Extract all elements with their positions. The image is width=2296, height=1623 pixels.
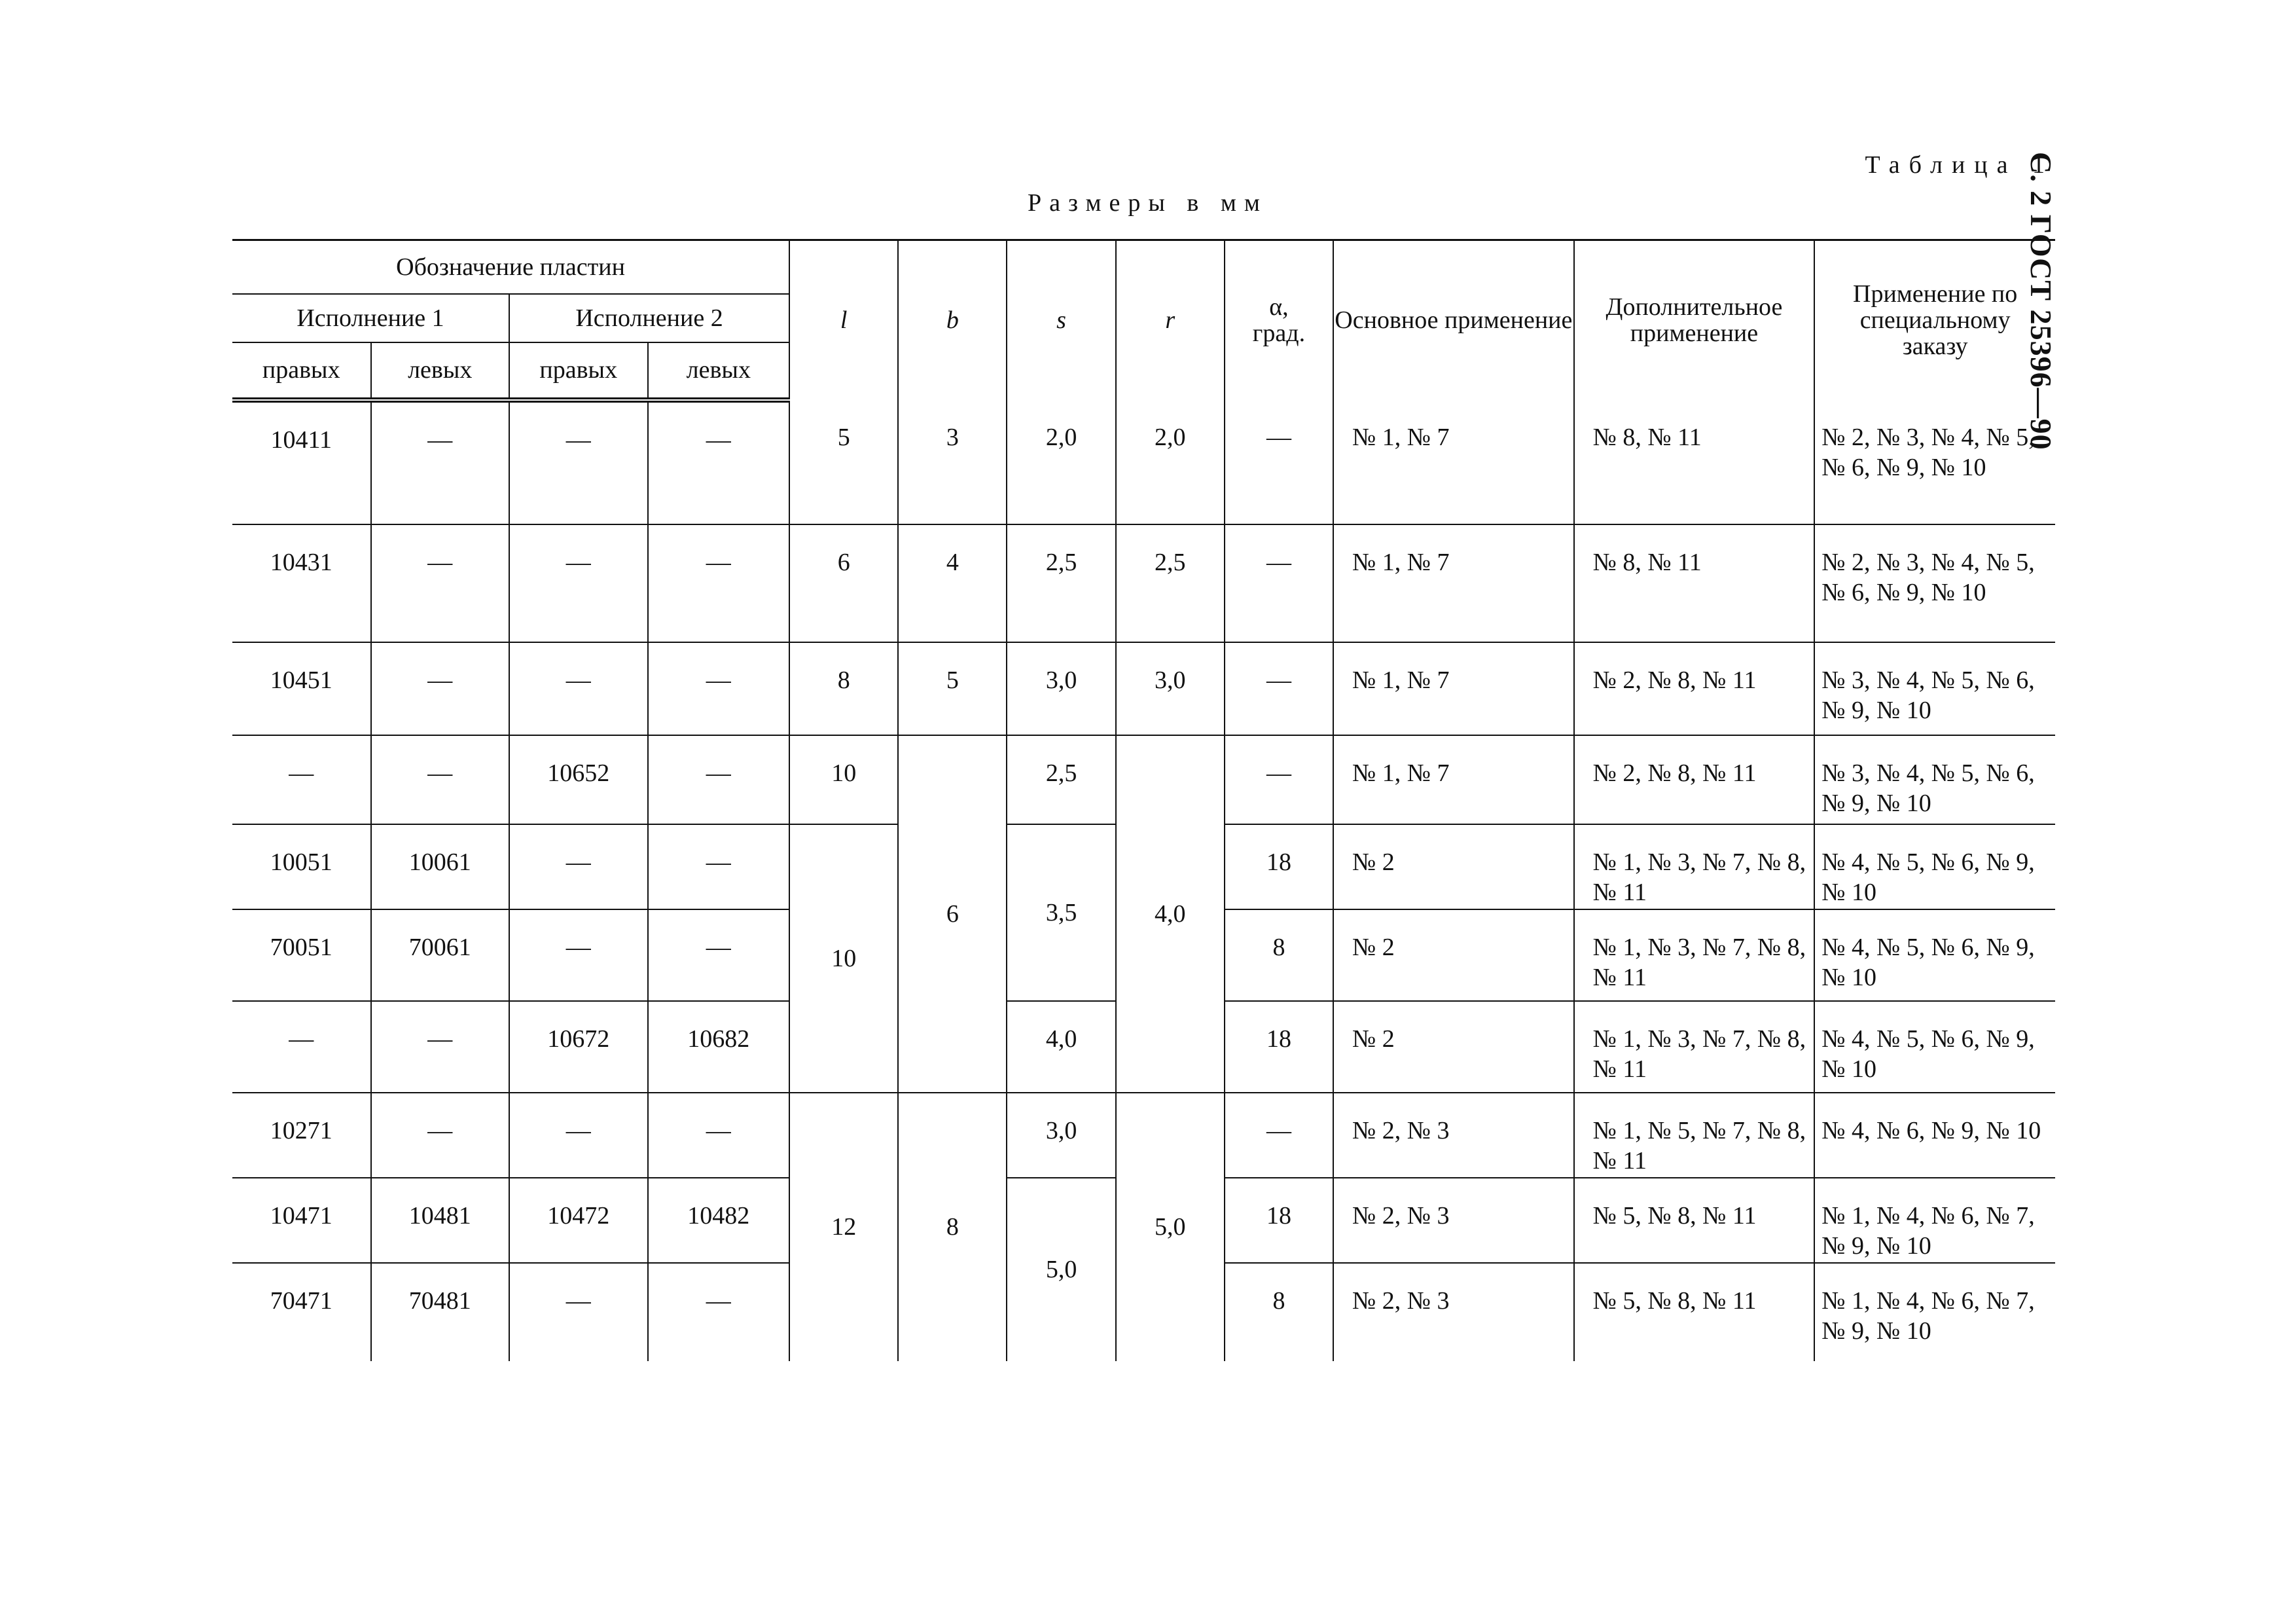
cell-v1-right: 10471 <box>232 1178 371 1263</box>
cell-alpha: — <box>1225 642 1333 735</box>
cell-v2-right: — <box>509 824 648 909</box>
cell-main-application: № 2 <box>1333 1001 1574 1093</box>
cell-special-application: № 3, № 4, № 5, № 6, № 9, № 10 <box>1814 735 2055 824</box>
cell-additional-application: № 8, № 11 <box>1574 524 1815 642</box>
cell-main-application: № 1, № 7 <box>1333 642 1574 735</box>
cell-s: 3,0 <box>1007 1093 1115 1178</box>
cell-main-application: № 2 <box>1333 824 1574 909</box>
s-header: s <box>1007 240 1115 400</box>
cell-v2-left: — <box>648 524 790 642</box>
main-application-header: Основное применение <box>1333 240 1574 400</box>
cell-v1-left: 10481 <box>371 1178 510 1263</box>
cell-v2-left: 10482 <box>648 1178 790 1263</box>
cell-special-application: № 4, № 6, № 9, № 10 <box>1814 1093 2055 1178</box>
cell-v2-right: — <box>509 400 648 524</box>
cell-alpha: 18 <box>1225 1001 1333 1093</box>
cell-additional-application: № 5, № 8, № 11 <box>1574 1263 1815 1361</box>
cell-v2-left: 10682 <box>648 1001 790 1093</box>
cell-l-merged: 12 <box>789 1093 898 1361</box>
cell-v2-left: — <box>648 1093 790 1178</box>
cell-l: 5 <box>789 400 898 524</box>
cell-v1-left: 70061 <box>371 909 510 1001</box>
cell-main-application: № 1, № 7 <box>1333 524 1574 642</box>
plates-table <box>232 239 2055 1361</box>
cell-special-application: № 3, № 4, № 5, № 6, № 9, № 10 <box>1814 642 2055 735</box>
cell-additional-application: № 1, № 3, № 7, № 8, № 11 <box>1574 824 1815 909</box>
cell-v2-right: 10652 <box>509 735 648 824</box>
cell-v1-left: — <box>371 524 510 642</box>
cell-v2-right: — <box>509 1093 648 1178</box>
version-1-left-header: левых <box>371 342 510 400</box>
cell-main-application: № 1, № 7 <box>1333 735 1574 824</box>
special-order-application-header: Применение по специальному заказу <box>1814 240 2055 400</box>
cell-v1-left: — <box>371 400 510 524</box>
cell-alpha: 18 <box>1225 1178 1333 1263</box>
cell-b: 4 <box>898 524 1007 642</box>
plate-designation-header: Обозначение пластин <box>232 240 789 294</box>
cell-v1-right: — <box>232 1001 371 1093</box>
cell-special-application: № 4, № 5, № 6, № 9, № 10 <box>1814 824 2055 909</box>
cell-additional-application: № 2, № 8, № 11 <box>1574 642 1815 735</box>
cell-main-application: № 2, № 3 <box>1333 1093 1574 1178</box>
alpha-header: α, град. <box>1225 240 1333 400</box>
table-row <box>232 524 2055 642</box>
document-side-header: С. 2 ГОСТ 25396—90 <box>2024 152 2058 450</box>
version-2-left-header: левых <box>648 342 790 400</box>
cell-v2-right: — <box>509 909 648 1001</box>
dimensions-caption: Размеры в мм <box>1028 189 1268 217</box>
cell-v2-left: — <box>648 735 790 824</box>
cell-v1-right: 70471 <box>232 1263 371 1361</box>
b-header: b <box>898 240 1007 400</box>
cell-l: 6 <box>789 524 898 642</box>
cell-alpha: — <box>1225 735 1333 824</box>
cell-v2-right: 10672 <box>509 1001 648 1093</box>
cell-alpha: 8 <box>1225 909 1333 1001</box>
cell-additional-application: № 1, № 3, № 7, № 8, № 11 <box>1574 1001 1815 1093</box>
cell-v1-right: 10431 <box>232 524 371 642</box>
version-2-header: Исполнение 2 <box>509 294 789 342</box>
cell-s-merged: 3,5 <box>1007 824 1115 1001</box>
cell-v2-left: — <box>648 642 790 735</box>
cell-main-application: № 2, № 3 <box>1333 1263 1574 1361</box>
cell-s-merged: 5,0 <box>1007 1178 1115 1361</box>
table-row <box>232 1093 2055 1178</box>
table-row <box>232 642 2055 735</box>
cell-main-application: № 2 <box>1333 909 1574 1001</box>
table-row <box>232 735 2055 824</box>
cell-alpha: 18 <box>1225 824 1333 909</box>
cell-v1-right: — <box>232 735 371 824</box>
cell-v1-left: — <box>371 1001 510 1093</box>
cell-alpha: — <box>1225 524 1333 642</box>
version-2-right-header: правых <box>509 342 648 400</box>
cell-s: 4,0 <box>1007 1001 1115 1093</box>
cell-r: 2,0 <box>1116 400 1225 524</box>
cell-v1-right: 10051 <box>232 824 371 909</box>
cell-alpha: — <box>1225 400 1333 524</box>
cell-b-merged: 8 <box>898 1093 1007 1361</box>
cell-l: 10 <box>789 735 898 824</box>
cell-r-merged: 4,0 <box>1116 735 1225 1093</box>
cell-alpha: 8 <box>1225 1263 1333 1361</box>
cell-main-application: № 2, № 3 <box>1333 1178 1574 1263</box>
r-header: r <box>1116 240 1225 400</box>
cell-r: 2,5 <box>1116 524 1225 642</box>
cell-r: 3,0 <box>1116 642 1225 735</box>
cell-additional-application: № 1, № 5, № 7, № 8, № 11 <box>1574 1093 1815 1178</box>
cell-v2-right: — <box>509 524 648 642</box>
cell-v1-left: — <box>371 735 510 824</box>
cell-v2-left: — <box>648 824 790 909</box>
cell-alpha: — <box>1225 1093 1333 1178</box>
cell-v2-right: 10472 <box>509 1178 648 1263</box>
cell-l-merged: 10 <box>789 824 898 1093</box>
cell-additional-application: № 5, № 8, № 11 <box>1574 1178 1815 1263</box>
cell-v2-left: — <box>648 400 790 524</box>
cell-additional-application: № 8, № 11 <box>1574 400 1815 524</box>
cell-special-application: № 2, № 3, № 4, № 5, № 6, № 9, № 10 <box>1814 400 2055 524</box>
additional-application-header: Дополнительное применение <box>1574 240 1815 400</box>
cell-l: 8 <box>789 642 898 735</box>
cell-v1-left: 70481 <box>371 1263 510 1361</box>
cell-b: 5 <box>898 642 1007 735</box>
cell-special-application: № 1, № 4, № 6, № 7, № 9, № 10 <box>1814 1263 2055 1361</box>
cell-additional-application: № 1, № 3, № 7, № 8, № 11 <box>1574 909 1815 1001</box>
cell-v1-left: — <box>371 1093 510 1178</box>
cell-s: 2,0 <box>1007 400 1115 524</box>
cell-v1-right: 10271 <box>232 1093 371 1178</box>
cell-s: 3,0 <box>1007 642 1115 735</box>
cell-special-application: № 1, № 4, № 6, № 7, № 9, № 10 <box>1814 1178 2055 1263</box>
version-1-header: Исполнение 1 <box>232 294 509 342</box>
cell-v2-left: — <box>648 1263 790 1361</box>
cell-s: 2,5 <box>1007 524 1115 642</box>
cell-r-merged: 5,0 <box>1116 1093 1225 1361</box>
cell-main-application: № 1, № 7 <box>1333 400 1574 524</box>
cell-v1-left: 10061 <box>371 824 510 909</box>
cell-v1-left: — <box>371 642 510 735</box>
cell-v1-right: 70051 <box>232 909 371 1001</box>
cell-v1-right: 10451 <box>232 642 371 735</box>
table-row <box>232 400 2055 524</box>
version-1-right-header: правых <box>232 342 371 400</box>
l-header: l <box>789 240 898 400</box>
cell-v2-left: — <box>648 909 790 1001</box>
cell-v2-right: — <box>509 642 648 735</box>
cell-s: 2,5 <box>1007 735 1115 824</box>
cell-special-application: № 4, № 5, № 6, № 9, № 10 <box>1814 1001 2055 1093</box>
cell-additional-application: № 2, № 8, № 11 <box>1574 735 1815 824</box>
cell-v2-right: — <box>509 1263 648 1361</box>
cell-special-application: № 4, № 5, № 6, № 9, № 10 <box>1814 909 2055 1001</box>
cell-b: 3 <box>898 400 1007 524</box>
table-label: Таблица 1 <box>1865 151 2054 179</box>
cell-b-merged: 6 <box>898 735 1007 1093</box>
cell-v1-right: 10411 <box>270 426 332 454</box>
cell-special-application: № 2, № 3, № 4, № 5, № 6, № 9, № 10 <box>1814 524 2055 642</box>
